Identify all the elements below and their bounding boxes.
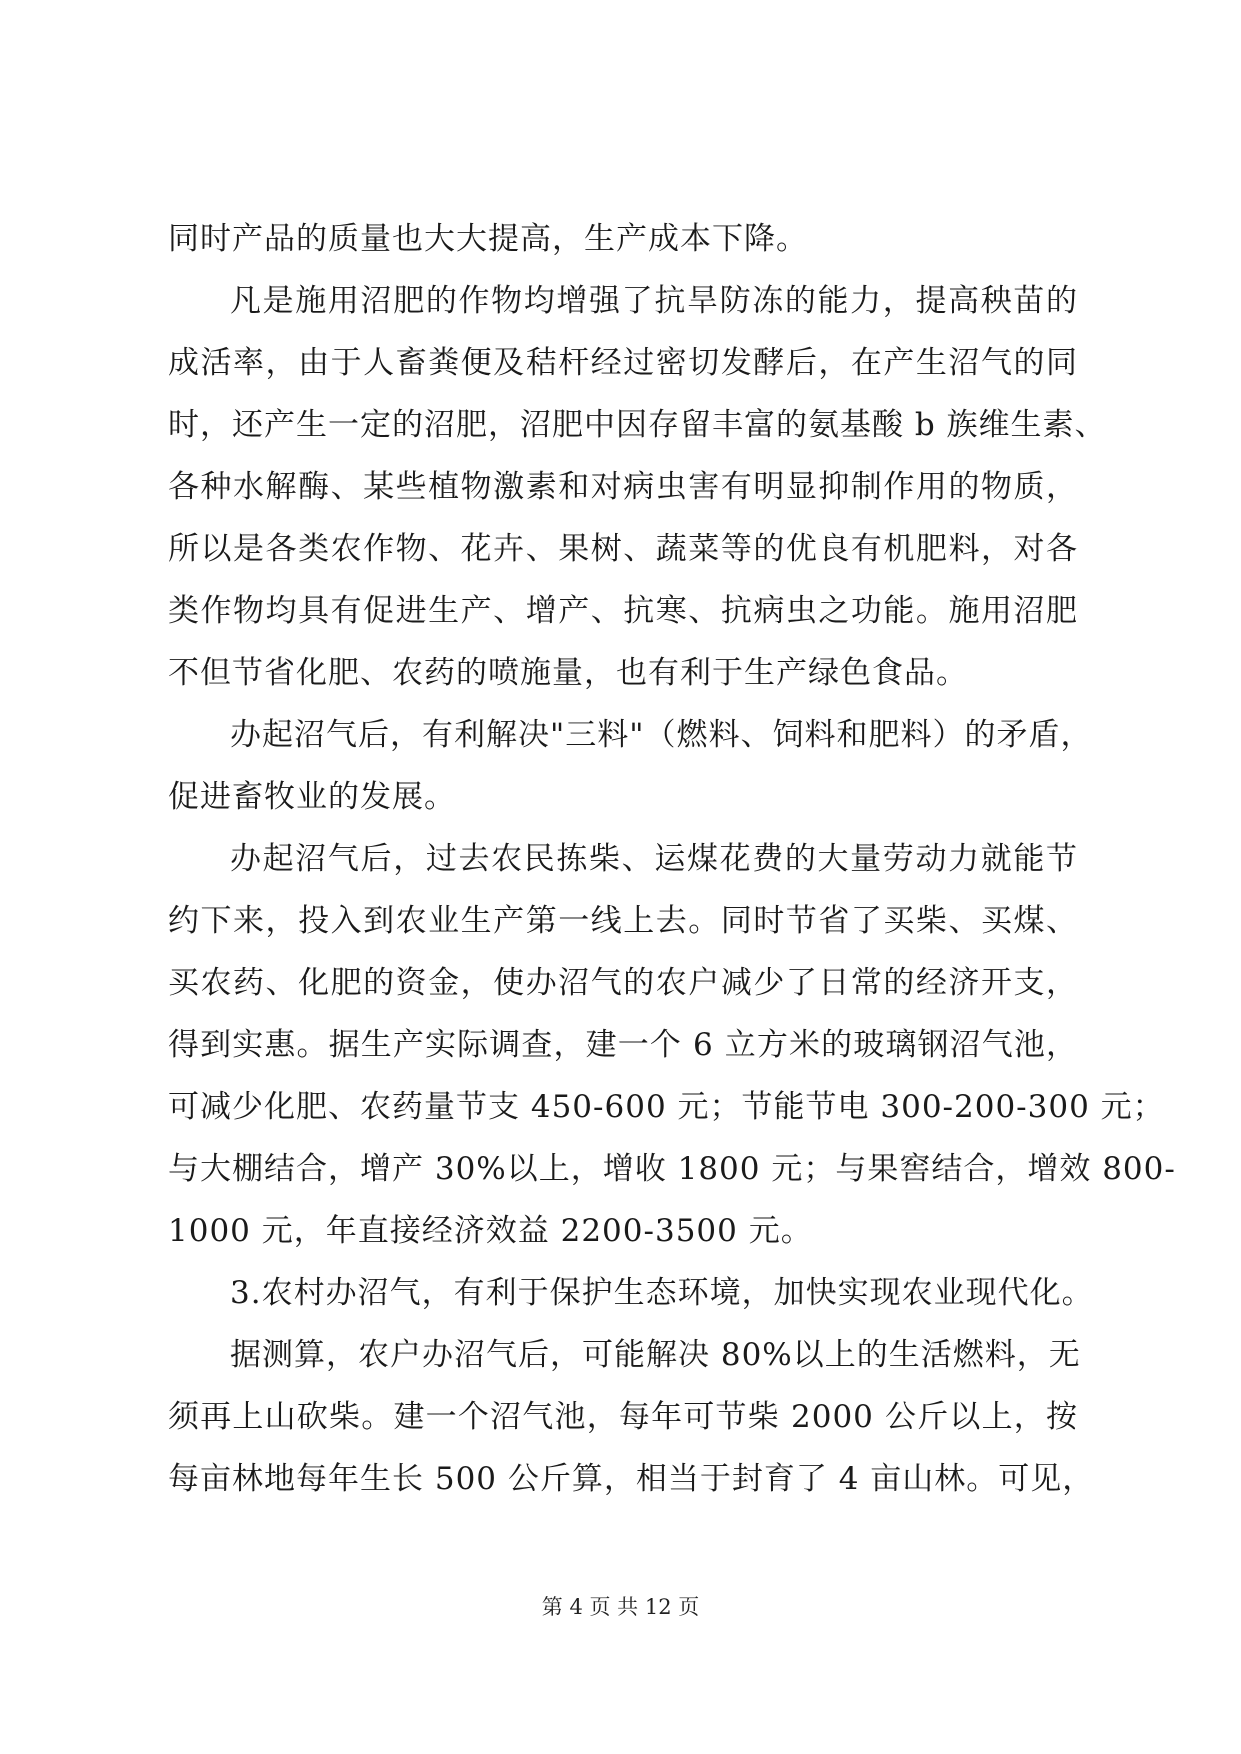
page-number-footer: 第 4 页 共 12 页 (541, 1595, 700, 1619)
text-line: 时，还产生一定的沼肥，沼肥中因存留丰富的氨基酸 b 族维生素、 (168, 407, 1107, 443)
text-line: 促进畜牧业的发展。 (168, 779, 456, 815)
text-line: 约下来，投入到农业生产第一线上去。同时节省了买柴、买煤、 (168, 903, 1078, 939)
text-line: 办起沼气后，过去农民拣柴、运煤花费的大量劳动力就能节 (230, 841, 1078, 877)
text-line: 各种水解酶、某些植物激素和对病虫害有明显抑制作用的物质， (168, 469, 1078, 505)
text-line: 得到实惠。据生产实际调查，建一个 6 立方米的玻璃钢沼气池， (168, 1027, 1078, 1063)
text-line: 办起沼气后，有利解决"三料"（燃料、饲料和肥料）的矛盾， (230, 717, 1093, 753)
text-line: 1000 元，年直接经济效益 2200-3500 元。 (168, 1213, 813, 1249)
text-line: 不但节省化肥、农药的喷施量，也有利于生产绿色食品。 (168, 655, 968, 691)
text-line: 凡是施用沼肥的作物均增强了抗旱防冻的能力，提高秧苗的 (230, 283, 1078, 319)
text-line: 同时产品的质量也大大提高，生产成本下降。 (168, 221, 808, 257)
text-line: 与大棚结合，增产 30%以上，增收 1800 元；与果窖结合，增效 800- (168, 1151, 1176, 1187)
text-line: 每亩林地每年生长 500 公斤算，相当于封育了 4 亩山林。可见， (168, 1461, 1095, 1497)
text-line: 可减少化肥、农药量节支 450-600 元；节能节电 300-200-300 元； (168, 1089, 1165, 1125)
text-line: 成活率，由于人畜粪便及秸杆经过密切发酵后，在产生沼气的同 (168, 345, 1078, 381)
text-line: 买农药、化肥的资金，使办沼气的农户减少了日常的经济开支， (168, 965, 1078, 1001)
text-line: 据测算，农户办沼气后，可能解决 80%以上的生活燃料，无 (230, 1337, 1081, 1373)
text-line: 所以是各类农作物、花卉、果树、蔬菜等的优良有机肥料，对各 (168, 531, 1078, 567)
text-line: 类作物均具有促进生产、增产、抗寒、抗病虫之功能。施用沼肥 (168, 593, 1078, 629)
text-line: 须再上山砍柴。建一个沼气池，每年可节柴 2000 公斤以上，按 (168, 1399, 1078, 1435)
body-text (168, 208, 1176, 1510)
section-heading: 3.农村办沼气，有利于保护生态环境，加快实现农业现代化。 (230, 1275, 1094, 1311)
